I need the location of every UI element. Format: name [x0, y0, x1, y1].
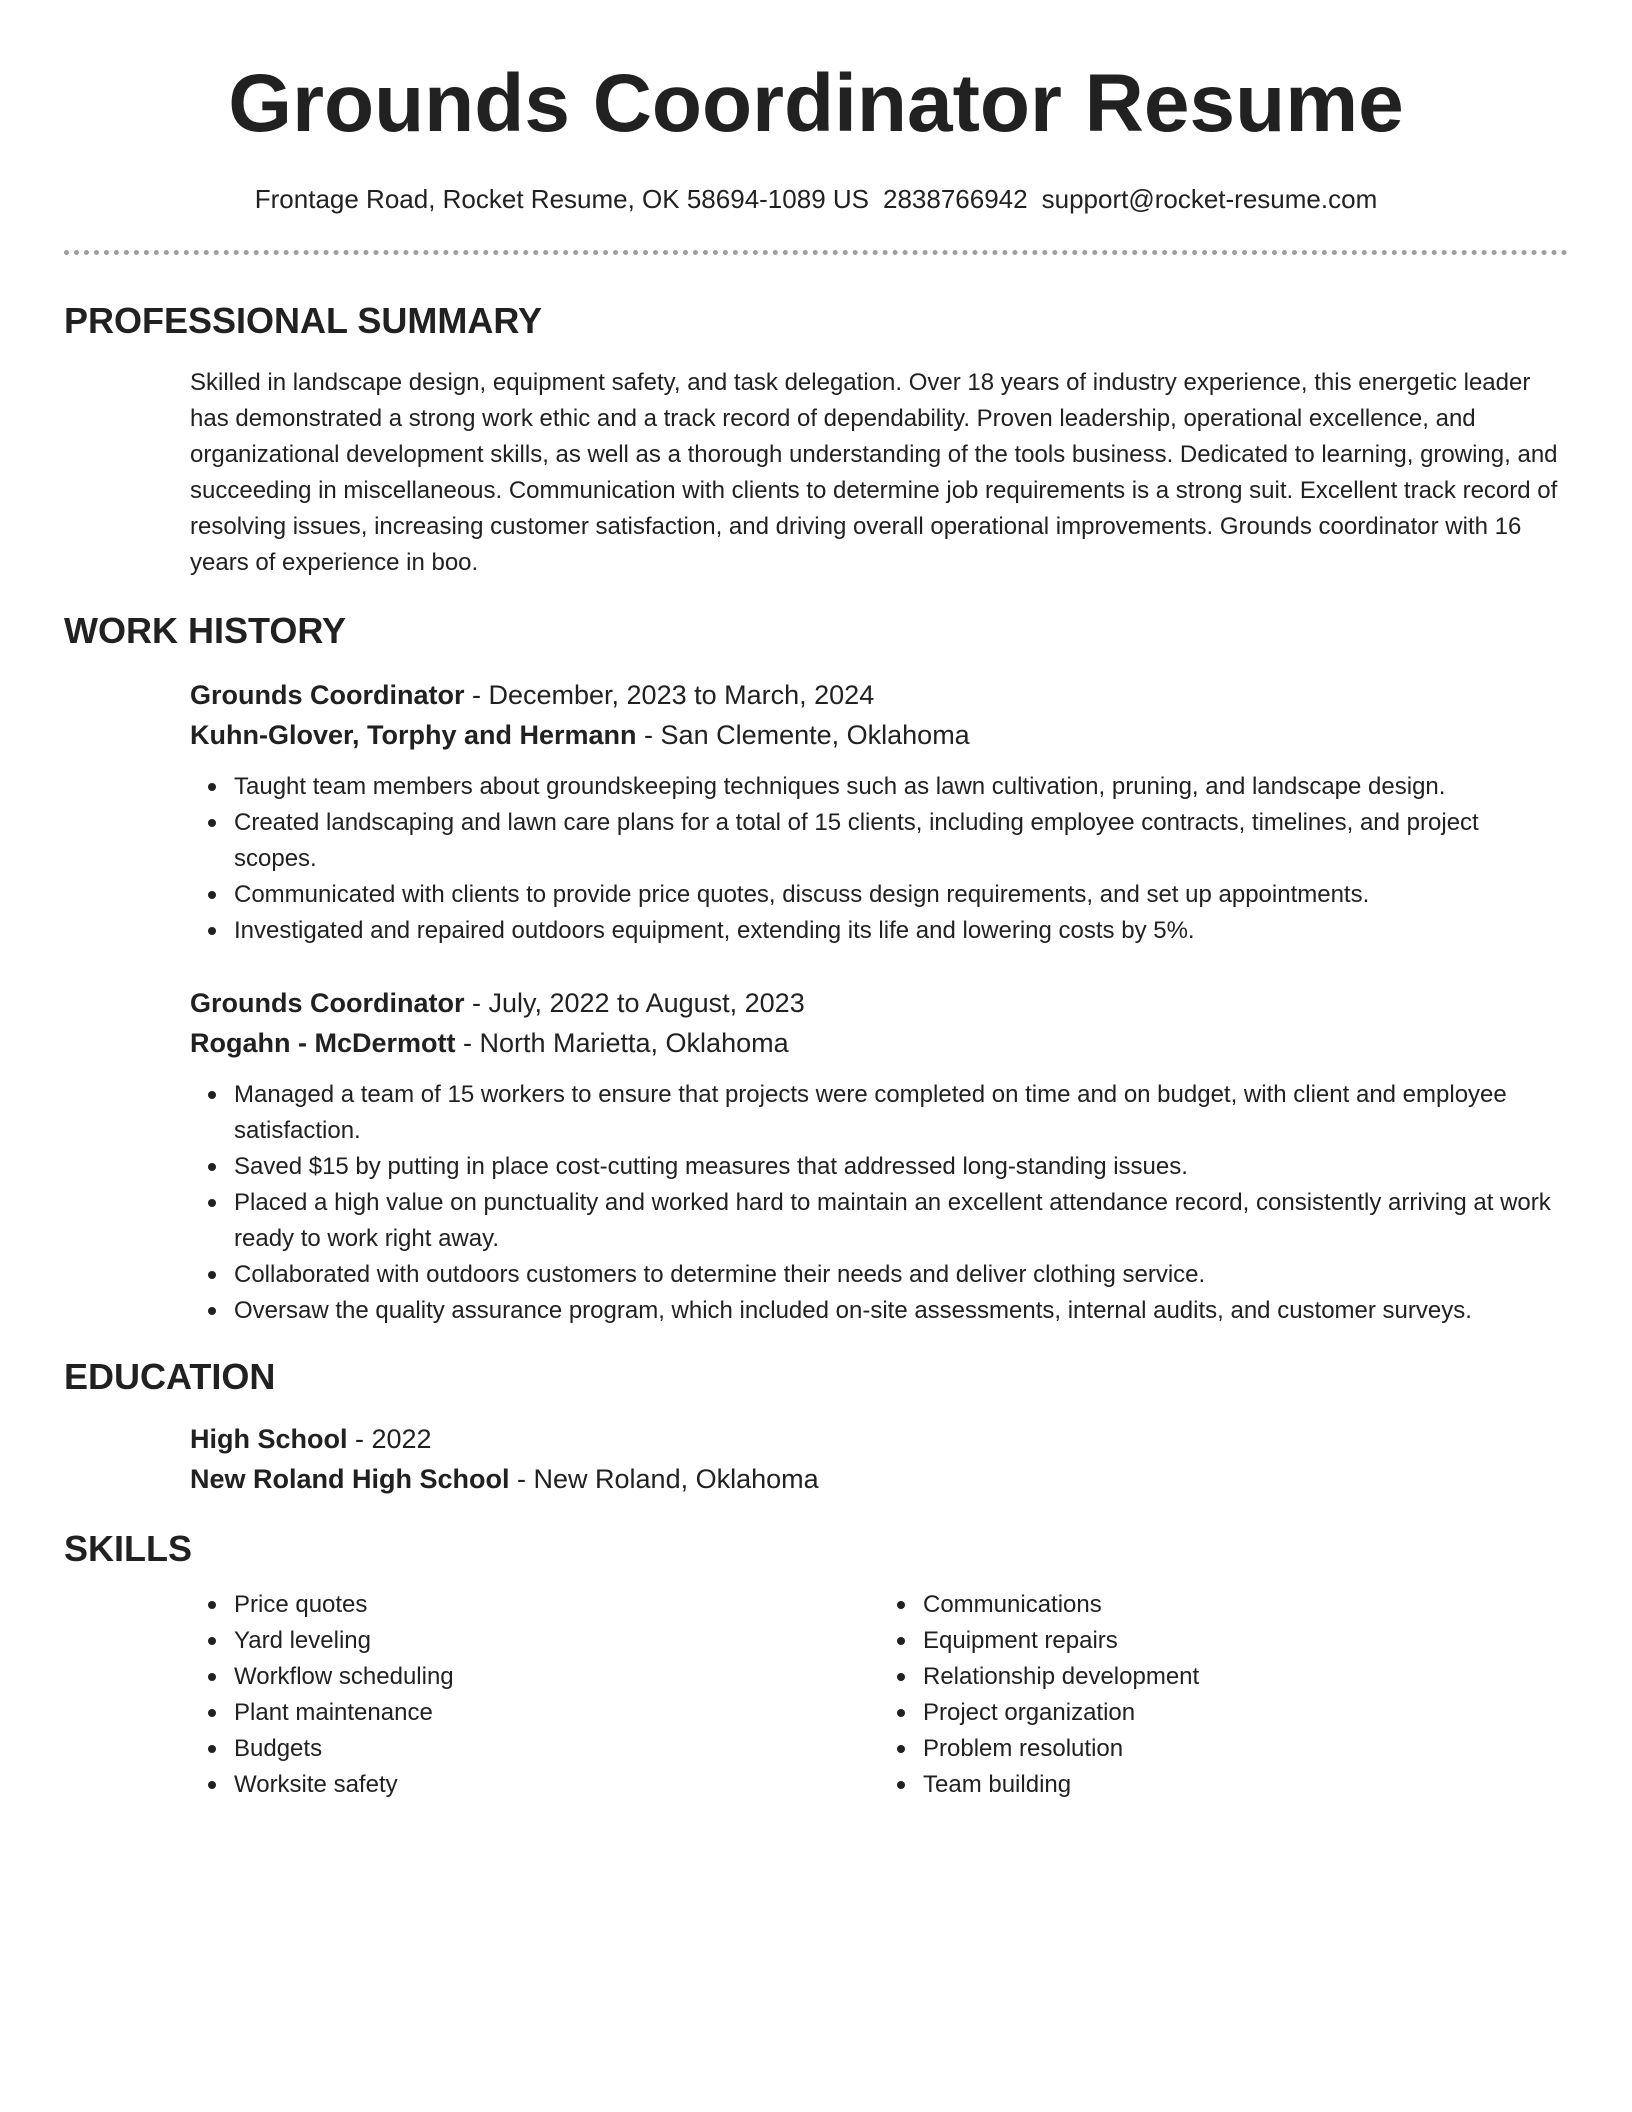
job-company-line	[190, 715, 1568, 755]
job-company: Rogahn - McDermott	[190, 1028, 456, 1058]
job-bullet: Taught team members about groundskeeping techniques such as lawn cultivation, pruning, and landscape design.	[234, 769, 1568, 805]
summary-text: Skilled in landscape design, equipment safety, and task delegation. Over 18 years of industry experience, this energetic leader has demonstrated a strong work ethic and a track record of dependability. Proven leadership, operational excellence, and organizational development skills, as well as a thorough understanding of the tools business. Dedicated to learning, growing, and succeeding in miscellaneous. Communication with clients to determine job requirements is a strong suit. Excellent track record of resolving issues, increasing customer satisfaction, and driving overall operational improvements. Grounds coordinator with 16 years of experience in boo.	[190, 369, 1558, 576]
skill-item: Equipment repairs	[923, 1623, 1568, 1659]
contact-phone: 2838766942	[883, 184, 1028, 214]
job-dates: - July, 2022 to August, 2023	[464, 988, 805, 1018]
skill-item: Project organization	[923, 1695, 1568, 1731]
job-bullet: Saved $15 by putting in place cost-cutting measures that addressed long-standing issues.	[234, 1149, 1568, 1185]
job-location: - North Marietta, Oklahoma	[455, 1028, 789, 1058]
resume-title: Grounds Coordinator Resume	[228, 58, 1404, 149]
contact-email: support@rocket-resume.com	[1041, 184, 1378, 214]
skill-item: Problem resolution	[923, 1731, 1568, 1767]
skill-item: Yard leveling	[234, 1623, 879, 1659]
education-location: - New Roland, Oklahoma	[509, 1464, 819, 1494]
job-bullet: Investigated and repaired outdoors equipment, extending its life and lowering costs by 5%.	[234, 913, 1568, 949]
job-bullet: Collaborated with outdoors customers to determine their needs and deliver clothing service.	[234, 1257, 1568, 1293]
skill-item: Communications	[923, 1587, 1568, 1623]
work-history-list	[190, 675, 1568, 1329]
education-school-line	[190, 1459, 1568, 1499]
skill-item: Relationship development	[923, 1659, 1568, 1695]
skills-heading: SKILLS	[64, 1528, 193, 1569]
education-degree-line	[190, 1419, 1568, 1459]
job-location: - San Clemente, Oklahoma	[636, 720, 970, 750]
job-entry	[190, 675, 1568, 949]
job-bullet: Placed a high value on punctuality and worked hard to maintain an excellent attendance record, consistently arriving at work ready to work right away.	[234, 1185, 1568, 1257]
job-title-line	[190, 983, 1568, 1023]
job-bullets	[190, 1077, 1568, 1329]
job-bullet: Managed a team of 15 workers to ensure that projects were completed on time and on budget, with client and employee satisfaction.	[234, 1077, 1568, 1149]
job-title-line	[190, 675, 1568, 715]
skills-column-right	[879, 1587, 1568, 1803]
skills-column-left	[190, 1587, 879, 1803]
skill-item: Price quotes	[234, 1587, 879, 1623]
job-company-line	[190, 1023, 1568, 1063]
job-entry	[190, 983, 1568, 1329]
skill-item: Plant maintenance	[234, 1695, 879, 1731]
job-bullet: Communicated with clients to provide price quotes, discuss design requirements, and set up appointments.	[234, 877, 1568, 913]
skill-item: Budgets	[234, 1731, 879, 1767]
skill-item: Worksite safety	[234, 1767, 879, 1803]
education-year: - 2022	[347, 1424, 432, 1454]
job-bullets	[190, 769, 1568, 949]
education-heading: EDUCATION	[64, 1356, 276, 1397]
job-title: Grounds Coordinator	[190, 988, 465, 1018]
education-school: New Roland High School	[190, 1464, 510, 1494]
education-entry	[190, 1419, 1568, 1499]
job-bullet: Oversaw the quality assurance program, which included on-site assessments, internal audits, and customer surveys.	[234, 1293, 1568, 1329]
summary-heading: PROFESSIONAL SUMMARY	[64, 300, 543, 341]
contact-address: Frontage Road, Rocket Resume, OK 58694-1089 US	[254, 184, 869, 214]
header-divider	[64, 250, 1568, 255]
contact-line	[64, 182, 1568, 216]
skill-item: Workflow scheduling	[234, 1659, 879, 1695]
education-degree: High School	[190, 1424, 348, 1454]
job-dates: - December, 2023 to March, 2024	[464, 680, 875, 710]
skill-item: Team building	[923, 1767, 1568, 1803]
resume-page	[64, 0, 1568, 1803]
skills-list	[190, 1587, 1568, 1803]
job-bullet: Created landscaping and lawn care plans for a total of 15 clients, including employee contracts, timelines, and project scopes.	[234, 805, 1568, 877]
job-title: Grounds Coordinator	[190, 680, 465, 710]
job-company: Kuhn-Glover, Torphy and Hermann	[190, 720, 637, 750]
work-history-heading: WORK HISTORY	[64, 610, 347, 651]
